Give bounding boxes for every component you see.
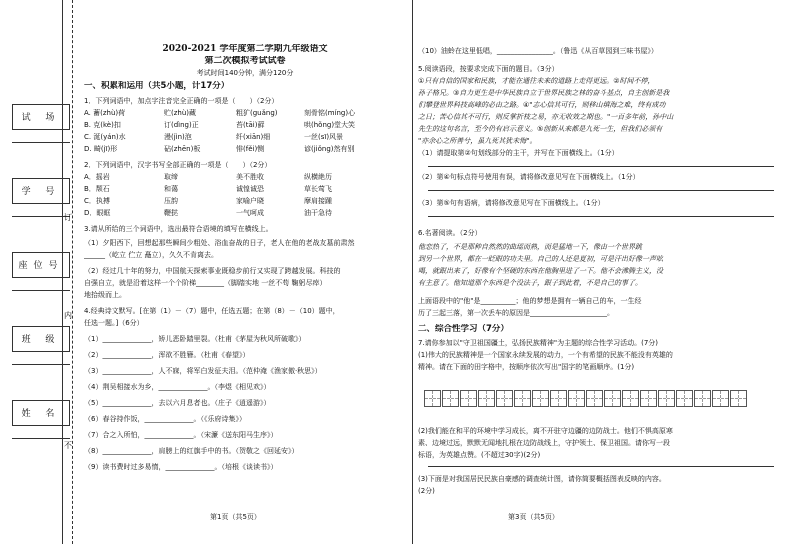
question-1-stem: 1．下列词语中，加点字注音完全正确的一项是（ ）（2分） — [84, 97, 279, 105]
question-3-blank[interactable]: 自强自立，就是沿着这样一个个阶梯________（脚踏实地 一丝不苟 鞠躬尽瘁） — [84, 279, 327, 287]
sub-question: (2分) — [418, 487, 435, 495]
passage-line: 到另一个世界，都在一眨眼的功夫里。自己的人还是夏初，可是汗出好像一声吆 — [418, 255, 663, 263]
section-heading: 一、积累和运用（共5小题，计17分） — [84, 81, 230, 91]
exam-subtitle: 第二次模拟考试试卷 — [204, 56, 286, 66]
recitation-line[interactable]: （7）合之入所怕，______________。（宋濂《送东阳马生序》） — [84, 431, 278, 439]
option-row[interactable]: B．颓石 和蔼 诚惶诚恐 草长莺飞 — [84, 185, 332, 193]
binding-char: 内 — [64, 311, 72, 320]
question-3-text: 地拾级而上。 — [84, 291, 126, 299]
question-2-stem: 2．下列词语中，汉字书写全部正确的一项是（ ）（2分） — [84, 161, 272, 169]
binding-line — [62, 0, 63, 544]
tian-grid[interactable] — [424, 390, 748, 407]
passage-line: 先生的这句名言，至今仍有启示意义。⑤创新从来都是九死一生，但我们必须有 — [418, 125, 663, 133]
recitation-line[interactable]: （5）______________，去以六月息者也。（庄子《逍遥游》） — [84, 399, 271, 407]
recitation-line[interactable]: （9）读书费时过多易惰，______________。（培根《谈读书》） — [84, 463, 278, 471]
option-row[interactable]: D. 畸(jī)形 砧(zhēn)板 悱(fěi)恻 谚(jiǒng)然有别 — [84, 145, 355, 153]
sub-question: （3）第⑤句有语病，请将修改意见写在下面横线上。（1分） — [418, 199, 605, 207]
question-5-stem: 5.阅读语段，按要求完成下面的题目。（3分） — [418, 65, 559, 73]
section-heading: 二、综合性学习（7分） — [418, 324, 509, 334]
grid-cell[interactable] — [460, 390, 477, 407]
question-4-stem: 4.经典诗文默写。[在第（1）－（7）题中，任选五题；在第（8）－（10）题中， — [84, 307, 340, 315]
recitation-line[interactable]: （10）油蛉在这里低唱，________________。（鲁迅《从百草园到三味书屋》） — [418, 47, 658, 55]
name-label: 姓 名 — [21, 409, 61, 419]
passage-line: 他恋热了，不是那种自然然的曲瑶而熟，而是猛地一下，像由一个世界跳 — [418, 243, 642, 251]
grid-cell[interactable] — [712, 390, 729, 407]
passage-line: 们攀登世界科技高峰的必由之路。④"志心信其可行，则移山填海之难，终有成功 — [418, 101, 666, 109]
grid-cell[interactable] — [532, 390, 549, 407]
sub-question: （1）请提取第②句划线部分的主干，并写在下面横线上。（1分） — [418, 149, 619, 157]
question-7-intro: 7.请你参加以"守卫祖国疆土，弘扬民族精神"为主题的综合性学习活动。(7分) — [418, 339, 659, 347]
answer-line[interactable] — [428, 166, 774, 167]
option-row[interactable]: A．摇岩 取缔 美不胜收 纵横絶历 — [84, 173, 332, 181]
question-3-blank[interactable]: ______（屹立 伫立 矗立），久久不肯离去。 — [84, 251, 218, 259]
student-id-label: 学 号 — [21, 187, 61, 197]
page-footer: 第3页（共5页） — [508, 513, 559, 521]
grid-cell[interactable] — [442, 390, 459, 407]
question-4-stem: 任选一题。]（6分） — [84, 319, 144, 327]
option-row[interactable]: C．执搏 压韵 家喻户晓 摩肩接踵 — [84, 197, 332, 205]
fill-blank[interactable]: 历了三起三落，第一次丢车的原因是______________________。 — [418, 309, 614, 317]
binding-char: 不 — [64, 441, 72, 450]
column-divider — [412, 0, 413, 544]
recitation-line[interactable]: （2）______________，浑欲不胜簪。（杜甫《春望》） — [84, 351, 250, 359]
passage-line: 之日；苦心信其不可行，则反掌折枝之易，亦无收效之期也。"一百多年前，孙中山 — [418, 113, 674, 121]
option-row[interactable]: B. 克(kè)扣 订(dìng)正 苔(tāi)藓 哄(hǒng)堂大笑 — [84, 121, 356, 129]
binding-strip — [0, 0, 80, 544]
question-3-stem: 3.请从所给的三个词语中，选出最符合语境的填写在横线上。 — [84, 225, 273, 233]
fill-blank[interactable]: 上面语段中的"他"是__________；他的梦想是拥有一辆自己的车，一生经 — [418, 297, 642, 305]
grid-cell[interactable] — [676, 390, 693, 407]
grid-cell[interactable] — [694, 390, 711, 407]
question-6-stem: 6.名著阅读。（2分） — [418, 229, 482, 237]
option-row[interactable]: C. 涎(yán)水 漫(jìn)泡 纤(xiān)细 一丝(sī)风景 — [84, 133, 344, 141]
question-3-text: （1）夕阳西下，回想起那些瞬间少粗处、浴血奋战的日子，老人在他的老战友墓前肃然 — [84, 239, 355, 247]
sub-question: 精神。请在下面的田字格中，按顺序依次写出"国字的笔画顺序。(1分) — [418, 363, 635, 371]
passage-line: ①只有自信的国家和民族，才能在通往未来的道路上走得更远。②时间不停， — [418, 77, 655, 85]
answer-line[interactable] — [428, 216, 774, 217]
grid-cell[interactable] — [640, 390, 657, 407]
recitation-line[interactable]: （1）______________，矫儿恶卧踏里裂。（杜甫《茅屋为秋风所破歌》） — [84, 335, 306, 343]
option-row[interactable]: D．眼眶 鞭挞 一气呵成 油干急待 — [84, 209, 332, 217]
grid-cell[interactable] — [424, 390, 441, 407]
exam-meta: 考试时间140分钟，满分120分 — [196, 69, 294, 77]
option-row[interactable]: A. 蓄(zhù)荷 贮(zhù)藏 粗犷(guǎng) 刻骨铭(míng)心 — [84, 109, 356, 117]
passage-line: 有主意了。他知道那个东西是个没法子，跟子到此着，不是自己的事了。 — [418, 279, 642, 287]
exam-room-label: 试 场 — [21, 113, 61, 123]
grid-cell[interactable] — [730, 390, 747, 407]
question-3-text: （2）经过几十年的努力，中国航天探索事业既稳步前行又实现了跨越发展。科技的 — [84, 267, 341, 275]
answer-line[interactable] — [428, 190, 774, 191]
grid-cell[interactable] — [658, 390, 675, 407]
grid-cell[interactable] — [586, 390, 603, 407]
binding-dashed-line — [72, 0, 73, 544]
seat-number-label: 座位号 — [18, 261, 64, 271]
grid-cell[interactable] — [568, 390, 585, 407]
sub-question: (2)我们能在和平的环境中学习成长，离不开驻守边疆的边防战士。他们不惧高原寒 — [418, 427, 673, 435]
sub-question: (3)下面是对我国居民民族自豪感的调查统计图，请你简要概括图表反映的内容。 — [418, 475, 666, 483]
grid-cell[interactable] — [550, 390, 567, 407]
class-label: 班 级 — [21, 335, 61, 345]
grid-cell[interactable] — [496, 390, 513, 407]
recitation-line[interactable]: （6）春谷持作饭，______________。（《乐府诗集》） — [84, 415, 246, 423]
sub-question: 标语，为英雄点赞。(不超过30字)(2分) — [418, 451, 541, 459]
grid-cell[interactable] — [478, 390, 495, 407]
page-footer: 第1页（共5页） — [210, 513, 261, 521]
grid-cell[interactable] — [514, 390, 531, 407]
grid-cell[interactable] — [604, 390, 621, 407]
exam-title: 2020-2021 学年度第二学期九年级语文 — [162, 44, 328, 54]
passage-line: 喝，就跟出来了，好像有个坚硬的东西在他胸里进了一下。他不会沸腾主义，没 — [418, 267, 663, 275]
recitation-line[interactable]: （8）______________，肩膀上的红旗手中的书。（贺敬之《回延安》） — [84, 447, 299, 455]
sub-question: （2）第④句标点符号使用有误，请将修改意见写在下面横线上。（1分） — [418, 173, 640, 181]
passage-line: 孙子格兄。③自力更生是中华民族自立于世界民族之林的奋斗基点，自主创新是我 — [418, 89, 670, 97]
passage-line: "亦余心之所善兮，虽九死其犹未悔"。 — [418, 137, 537, 145]
sub-question: (1)伟大的民族精神是一个国家永续发展的动力，一个有希望的民族不能没有英雄的 — [418, 351, 673, 359]
binding-char: 订 — [64, 213, 72, 222]
grid-cell[interactable] — [622, 390, 639, 407]
answer-line[interactable] — [428, 466, 774, 467]
sub-question: 素、边境过远，默默无闻地扎根在边防战线上，守护领土、保卫祖国。请你写一段 — [418, 439, 670, 447]
recitation-line[interactable]: （4）荆吴相接水为乡，______________。（李煜《相见欢》） — [84, 383, 271, 391]
recitation-line[interactable]: （3）______________，人不寐，将军白发征夫泪。（范仲淹《渔家傲·秋思》） — [84, 367, 322, 375]
